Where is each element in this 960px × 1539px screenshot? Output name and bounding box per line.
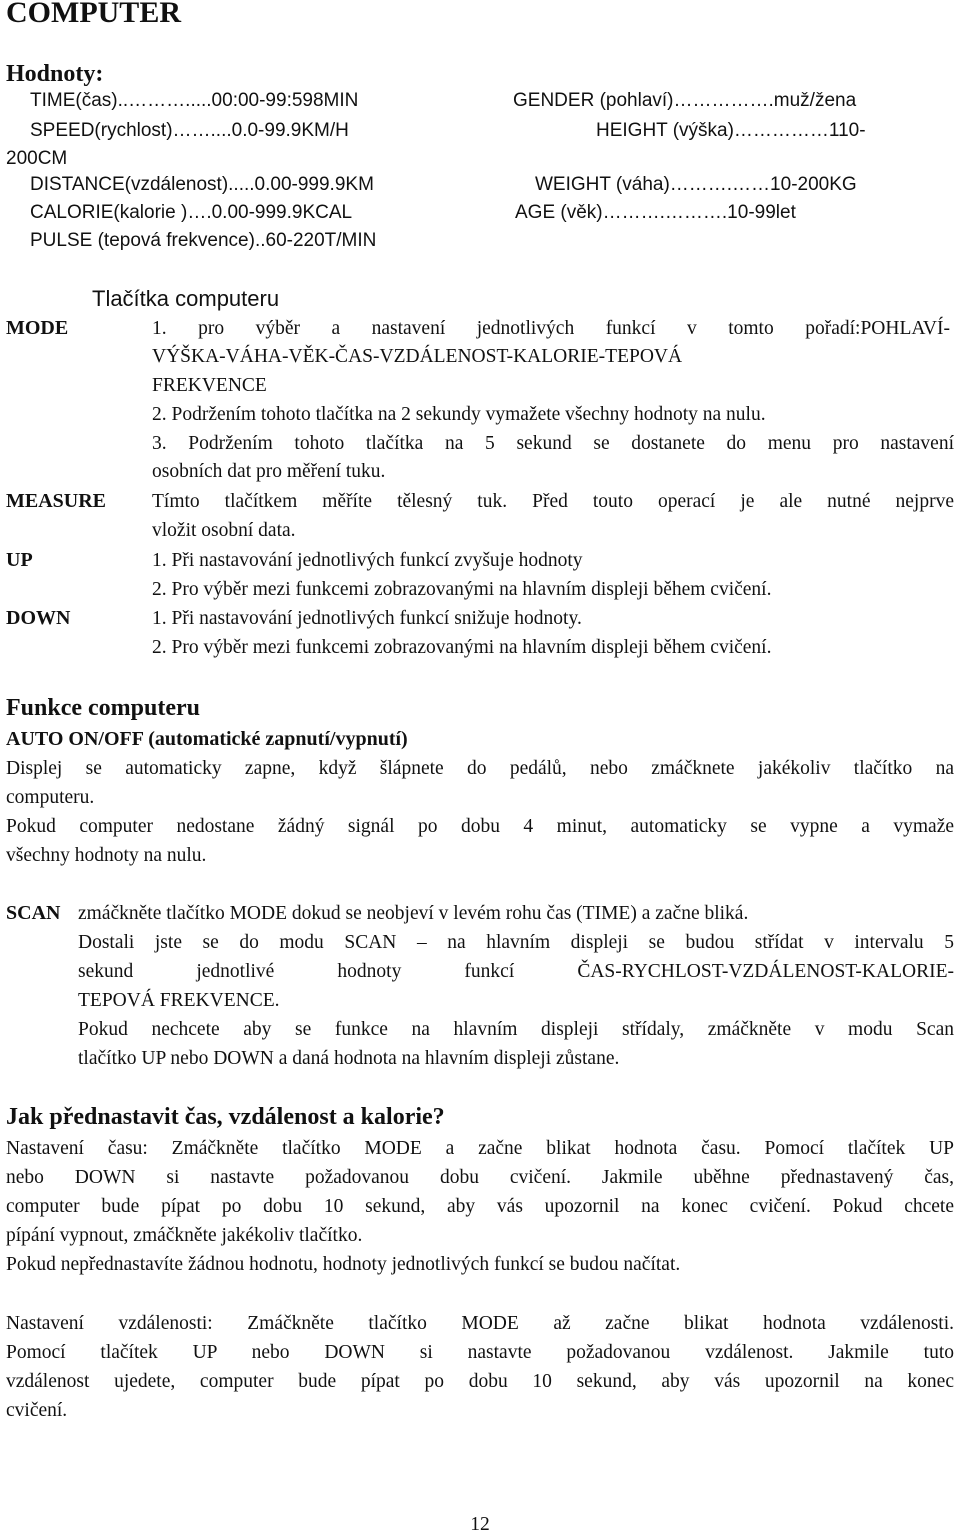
value-height-wrap: 200CM: [6, 148, 68, 169]
scan-line-4: Pokud nechcete aby se funkce na hlavním displeji střídaly, zmáčkněte v modu Scan: [78, 1019, 954, 1040]
value-gender: GENDER (pohlaví)…………….muž/žena: [513, 90, 857, 111]
value-pulse: PULSE (tepová frekvence)..60-220T/MIN: [30, 230, 377, 251]
preset-distance-line-3: vzdálenost ujedete, computer bude pípat po dobu 10 sekund, aby vás upozornil na konec: [6, 1371, 954, 1392]
preset-distance-line-1: Nastavení vzdálenosti: Zmáčkněte tlačítko MODE až začne blikat hodnota vzdálenosti.: [6, 1313, 954, 1334]
values-heading: Hodnoty:: [6, 61, 104, 87]
value-weight: WEIGHT (váha)……….……10-200KG: [535, 174, 857, 195]
measure-key-label: MEASURE: [6, 490, 107, 512]
preset-distance-line-4: cvičení.: [6, 1400, 68, 1421]
mode-line-3: FREKVENCE: [152, 375, 267, 396]
down-line-2: 2. Pro výběr mezi funkcemi zobrazovanými na hlavním displeji během cvičení.: [152, 637, 772, 658]
scan-line-first: zmáčkněte tlačítko MODE dokud se neobjeví v levém rohu čas (TIME) a začne bliká.: [78, 903, 749, 924]
preset-heading: Jak přednastavit čas, vzdálenost a kalorie?: [6, 1104, 445, 1130]
mode-line-1: 1. pro výběr a nastavení jednotlivých funkcí v tomto pořadí:POHLAVÍ-: [152, 318, 950, 339]
auto-line-1: Displej se automaticky zapne, když šlápnete do pedálů, nebo zmáčknete jakékoliv tlačítko na: [6, 758, 954, 779]
value-distance: DISTANCE(vzdálenost).....0.00-999.9KM: [30, 174, 374, 195]
buttons-heading: Tlačítka computeru: [92, 286, 280, 311]
measure-line-1: Tímto tlačítkem měříte tělesný tuk. Před touto operací je ale nutné nejprve: [152, 491, 954, 512]
value-time: TIME(čas)..……….....00:00-99:598MIN: [30, 90, 359, 111]
scan-line-1: Dostali jste se do modu SCAN – na hlavním displeji se budou střídat v intervalu 5: [78, 932, 954, 953]
value-age: AGE (věk)……….……….10-99let: [515, 202, 796, 223]
preset-time-line-5: Pokud nepřednastavíte žádnou hodnotu, hodnoty jednotlivých funkcí se budou načítat.: [6, 1254, 681, 1275]
down-line-1: 1. Při nastavování jednotlivých funkcí snižuje hodnoty.: [152, 608, 582, 629]
mode-line-6: osobních dat pro měření tuku.: [152, 461, 386, 482]
preset-time-line-2: nebo DOWN si nastavte požadovanou dobu cvičení. Jakmile uběhne přednastavený čas,: [6, 1167, 954, 1188]
auto-line-4: všechny hodnoty na nulu.: [6, 845, 207, 866]
preset-time-line-3: computer bude pípat po dobu 10 sekund, aby vás upozornil na konec cvičení. Pokud chcete: [6, 1196, 954, 1217]
scan-key-label: SCAN: [6, 902, 61, 924]
up-line-2: 2. Pro výběr mezi funkcemi zobrazovanými na hlavním displeji během cvičení.: [152, 579, 772, 600]
value-speed: SPEED(rychlost)……....0.0-99.9KM/H: [30, 120, 349, 141]
mode-line-4: 2. Podržením tohoto tlačítka na 2 sekundy vymažete všechny hodnoty na nulu.: [152, 404, 766, 425]
auto-onoff-heading: AUTO ON/OFF (automatické zapnutí/vypnutí): [6, 728, 408, 750]
scan-line-5: tlačítko UP nebo DOWN a daná hodnota na hlavním displeji zůstane.: [78, 1048, 620, 1069]
scan-line-3: TEPOVÁ FREKVENCE.: [78, 990, 280, 1011]
document-title: COMPUTER: [6, 0, 181, 29]
down-key-label: DOWN: [6, 607, 71, 629]
preset-time-line-4: pípání vypnout, zmáčkněte jakékoliv tlačítko.: [6, 1225, 363, 1246]
preset-time-line-1: Nastavení času: Zmáčkněte tlačítko MODE a začne blikat hodnota času. Pomocí tlačítek UP: [6, 1138, 954, 1159]
auto-line-2: computeru.: [6, 787, 95, 808]
functions-heading: Funkce computeru: [6, 695, 200, 721]
mode-key-label: MODE: [6, 317, 69, 339]
auto-line-3: Pokud computer nedostane žádný signál po dobu 4 minut, automaticky se vypne a vymaže: [6, 816, 954, 837]
value-calorie: CALORIE(kalorie )….0.00-999.9KCAL: [30, 202, 353, 223]
up-key-label: UP: [6, 549, 33, 571]
measure-line-2: vložit osobní data.: [152, 520, 296, 541]
up-line-1: 1. Při nastavování jednotlivých funkcí zvyšuje hodnoty: [152, 550, 583, 571]
mode-line-2: VÝŠKA-VÁHA-VĚK-ČAS-VZDÁLENOST-KALORIE-TEPOVÁ: [152, 346, 683, 367]
value-height: HEIGHT (výška)……………110-: [596, 120, 866, 141]
mode-line-5: 3. Podržením tohoto tlačítka na 5 sekund se dostanete do menu pro nastavení: [152, 433, 954, 454]
preset-distance-line-2: Pomocí tlačítek UP nebo DOWN si nastavte požadovanou vzdálenost. Jakmile tuto: [6, 1342, 954, 1363]
scan-line-2: sekund jednotlivé hodnoty funkcí ČAS-RYCHLOST-VZDÁLENOST-KALORIE-: [78, 961, 954, 982]
page-number: 12: [470, 1514, 490, 1535]
